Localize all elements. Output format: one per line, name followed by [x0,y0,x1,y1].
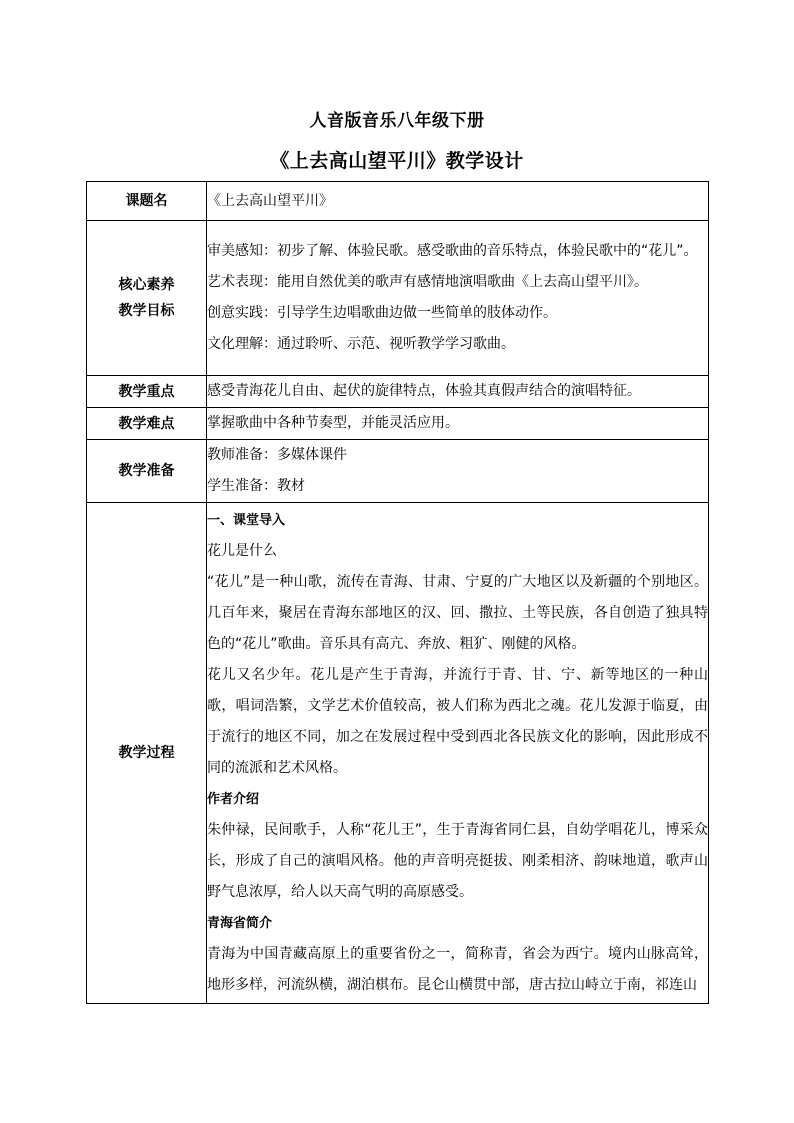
flower-paragraph-1: “花儿”是一种山歌，流传在青海、甘肃、宁夏的广大地区以及新疆的个别地区。几百年来，聚居在青海东部地区的汉、回、撒拉、土等民族，各自创造了独具特色的“花儿”歌曲。音乐具有高亢、奔放、粗犷、刚健的风格。 [207,574,708,652]
preparation-content [207,440,709,503]
goals-label-line1: 核心素养 [118,277,175,293]
preparation-teacher: 教师准备：多媒体课件 [207,447,347,463]
row-process [87,503,709,1004]
section-intro-heading: 一、课堂导入 [207,513,286,528]
goal-culture: 文化理解：通过聆听、示范、视听教学学习歌曲。 [207,336,515,352]
process-label: 教学过程 [87,503,207,1004]
preparation-student: 学生准备：教材 [207,478,305,494]
goal-creative: 创意实践：引导学生边唱歌曲边做一些简单的肢体动作。 [207,305,557,321]
key-point-text: 感受青海花儿自由、起伏的旋律特点，体验其真假声结合的演唱特征。 [207,383,641,399]
flower-question-heading: 花儿是什么 [207,543,277,559]
topic-label: 课题名 [87,182,207,221]
difficulty-text: 掌握歌曲中各种节奏型，并能灵活应用。 [207,415,459,431]
topic-value [207,182,709,221]
province-paragraph: 青海为中国青藏高原上的重要省份之一，简称青，省会为西宁。境内山脉高耸，地形多样，河流纵横，湖泊棋布。昆仑山横贯中部，唐古拉山峙立于南，祁连山 [207,946,708,993]
province-heading: 青海省简介 [207,916,273,931]
goals-label [87,221,207,376]
process-content [207,503,709,1004]
goals-label-line2: 教学目标 [118,303,175,319]
lesson-plan-table [86,181,709,1004]
row-key-point [87,376,709,408]
document-title: 人音版音乐八年级下册 [309,111,485,131]
document-subtitle: 《上去高山望平川》教学设计 [270,150,524,172]
key-point-value [207,376,709,408]
goal-expression: 艺术表现：能用自然优美的歌声有感情地演唱歌曲《上去高山望平川》。 [207,274,648,290]
topic-text: 《上去高山望平川》 [207,192,333,209]
author-paragraph: 朱仲禄，民间歌手，人称“花儿王”，生于青海省同仁县，自幼学唱花儿，博采众长，形成了自己的演唱风格。他的声音明亮挺拔、刚柔相济、韵味地道，歌声山野气息浓厚，给人以天高气明的高原感受。 [207,822,708,900]
row-difficulty [87,408,709,440]
flower-paragraph-2: 花儿又名少年。花儿是产生于青海，并流行于青、甘、宁、新等地区的一种山歌，唱词浩繁，文学艺术价值较高，被人们称为西北之魂。花儿发源于临夏，由于流行的地区不同，加之在发展过程中受到西北各民族文化的影响，因此形成不同的流派和艺术风格。 [207,667,708,776]
goal-aesthetic: 审美感知：初步了解、体验民歌。感受歌曲的音乐特点，体验民歌中的“花儿”。 [207,243,698,259]
preparation-label: 教学准备 [87,440,207,503]
goals-content [207,221,709,376]
row-preparation [87,440,709,503]
key-point-label: 教学重点 [87,376,207,408]
difficulty-label: 教学难点 [87,408,207,440]
row-topic [87,182,709,221]
author-heading: 作者介绍 [207,792,260,807]
row-goals [87,221,709,376]
difficulty-value [207,408,709,440]
